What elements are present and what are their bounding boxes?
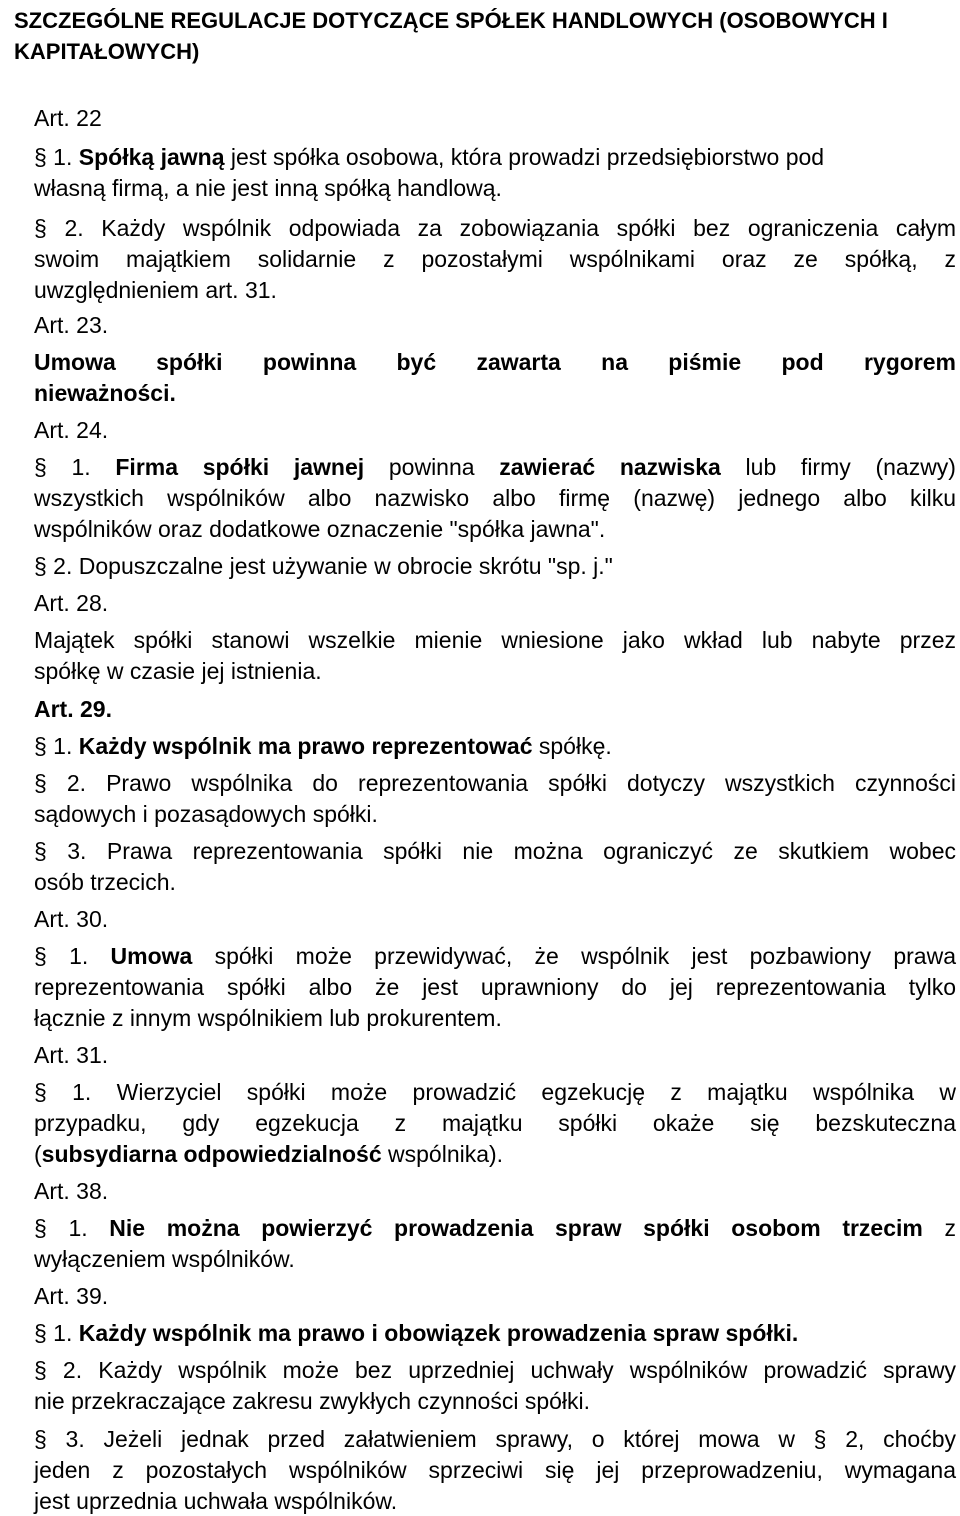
text-line (34, 1318, 956, 1348)
text-run: Art. 30. (34, 906, 109, 932)
text-run: Art. 39. (34, 1283, 109, 1309)
text-line (34, 1077, 956, 1107)
text-line (34, 378, 956, 408)
bold-text-run: subsydiarna odpowiedzialność (41, 1141, 382, 1167)
text-line (34, 1486, 956, 1516)
bold-text-run: Nie można powierzyć prowadzenia spraw spółki osobom trzecim (109, 1215, 923, 1241)
text-line (34, 1386, 956, 1416)
text-line (34, 799, 956, 829)
text-run: Art. 22 (34, 105, 102, 131)
text-line (34, 483, 956, 513)
text-line (34, 173, 956, 203)
text-run: § 1. Wierzyciel spółki może prowadzić egzekucję z majątku wspólnika w (34, 1079, 956, 1105)
text-run: jest spółka osobowa, która prowadzi przedsiębiorstwo pod (224, 144, 825, 170)
text-line (34, 1108, 956, 1138)
text-run: łącznie z innym wspólnikiem lub prokurentem. (34, 1005, 502, 1031)
text-run: § 1. (34, 1320, 79, 1346)
text-run: § 1. (34, 943, 111, 969)
text-run: z (922, 1215, 957, 1241)
text-line (34, 731, 956, 761)
text-line (34, 514, 956, 544)
text-run: wyłączeniem wspólników. (34, 1246, 295, 1272)
text-line (34, 1176, 956, 1206)
text-run: § 1. (34, 733, 79, 759)
bold-text-run: Każdy wspólnik ma prawo reprezentować (78, 733, 533, 759)
text-run: lub firmy (nazwy) (720, 454, 956, 480)
text-run: wspólnika). (381, 1141, 504, 1167)
text-line (34, 310, 956, 340)
text-run: § 2. Prawo wspólnika do reprezentowania spółki dotyczy wszystkich czynności (34, 770, 956, 796)
text-line (34, 588, 956, 618)
text-line (34, 941, 956, 971)
text-run: § 3. Prawa reprezentowania spółki nie można ograniczyć ze skutkiem wobec (34, 838, 956, 864)
text-line (34, 904, 956, 934)
text-run: spółkę w czasie jej istnienia. (34, 658, 322, 684)
text-line (34, 1281, 956, 1311)
text-line (34, 244, 956, 274)
text-run: Majątek spółki stanowi wszelkie mienie wniesione jako wkład lub nabyte przez (34, 627, 956, 653)
text-run: własną firmą, a nie jest inną spółką handlową. (34, 175, 502, 201)
text-line (34, 1040, 956, 1070)
text-run: nie przekraczające zakresu zwykłych czynności spółki. (34, 1388, 591, 1414)
bold-text-run: Umowa (110, 943, 193, 969)
text-line (34, 836, 956, 866)
text-line (34, 213, 956, 243)
text-run: § 3. Jeżeli jednak przed załatwieniem sprawy, o której mowa w § 2, choćby (34, 1426, 956, 1452)
text-run: jest uprzednia uchwała wspólników. (34, 1488, 398, 1514)
text-run: Art. 23. (34, 312, 109, 338)
text-run: spółkę. (532, 733, 612, 759)
text-line (34, 142, 956, 172)
text-run: przypadku, gdy egzekucja z majątku spółki okaże się bezskuteczna (34, 1110, 956, 1136)
text-line (34, 1003, 956, 1033)
bold-text-run: Umowa spółki powinna być zawarta na piśmie pod rygorem (34, 349, 956, 375)
text-run: wszystkich wspólników albo nazwisko albo firmę (nazwę) jednego albo kilku (34, 485, 956, 511)
bold-text-run: Każdy wspólnik ma prawo i obowiązek prowadzenia spraw spółki. (78, 1320, 799, 1346)
text-run: § 1. (34, 144, 79, 170)
text-run: § 2. Każdy wspólnik może bez uprzedniej uchwały wspólników prowadzić sprawy (34, 1357, 956, 1383)
text-line (34, 551, 956, 581)
text-line (34, 1244, 956, 1274)
text-run: spółki może przewidywać, że wspólnik jest pozbawiony prawa (192, 943, 956, 969)
text-run: jeden z pozostałych wspólników sprzeciwi się jej przeprowadzeniu, wymagana (34, 1457, 956, 1483)
text-line (34, 275, 956, 305)
text-run: § 2. Każdy wspólnik odpowiada za zobowiązania spółki bez ograniczenia całym (34, 215, 956, 241)
text-run: Art. 24. (34, 417, 109, 443)
document-title-line-1: SZCZEGÓLNE REGULACJE DOTYCZĄCE SPÓŁEK HANDLOWYCH (OSOBOWYCH I (14, 8, 888, 33)
text-line (34, 1424, 956, 1454)
text-run: wspólników oraz dodatkowe oznaczenie "spółka jawna". (34, 516, 606, 542)
text-run: osób trzecich. (34, 869, 176, 895)
text-line (34, 103, 956, 133)
text-line (34, 972, 956, 1002)
document-title-line-2: KAPITAŁOWYCH) (14, 39, 200, 64)
text-run: Art. 31. (34, 1042, 109, 1068)
text-run: Art. 28. (34, 590, 109, 616)
text-line (34, 1355, 956, 1385)
text-line (34, 415, 956, 445)
bold-text-run: Firma spółki jawnej (115, 454, 365, 480)
text-line (34, 1213, 956, 1243)
text-line (34, 625, 956, 655)
text-run: § 1. (34, 454, 116, 480)
text-run: § 2. Dopuszczalne jest używanie w obrocie skrótu "sp. j." (34, 553, 613, 579)
text-line (34, 1455, 956, 1485)
text-run: sądowych i pozasądowych spółki. (34, 801, 378, 827)
bold-text-run: Art. 29. (34, 696, 112, 722)
text-run: swoim majątkiem solidarnie z pozostałymi wspólnikami oraz ze spółką, z (34, 246, 956, 272)
text-line (34, 768, 956, 798)
text-run: powinna (364, 454, 500, 480)
text-line (34, 694, 956, 724)
text-line (34, 1139, 956, 1169)
text-line (34, 867, 956, 897)
text-line (34, 656, 956, 686)
text-line (34, 347, 956, 377)
text-run: Art. 38. (34, 1178, 109, 1204)
text-run: uwzględnieniem art. 31. (34, 277, 277, 303)
text-run: § 1. (34, 1215, 110, 1241)
bold-text-run: nieważności. (34, 380, 176, 406)
text-run: reprezentowania spółki albo że jest uprawniony do jej reprezentowania tylko (34, 974, 956, 1000)
bold-text-run: Spółką jawną (78, 144, 225, 170)
bold-text-run: zawierać nazwiska (499, 454, 721, 480)
text-line (34, 452, 956, 482)
text-run: ( (34, 1141, 42, 1167)
